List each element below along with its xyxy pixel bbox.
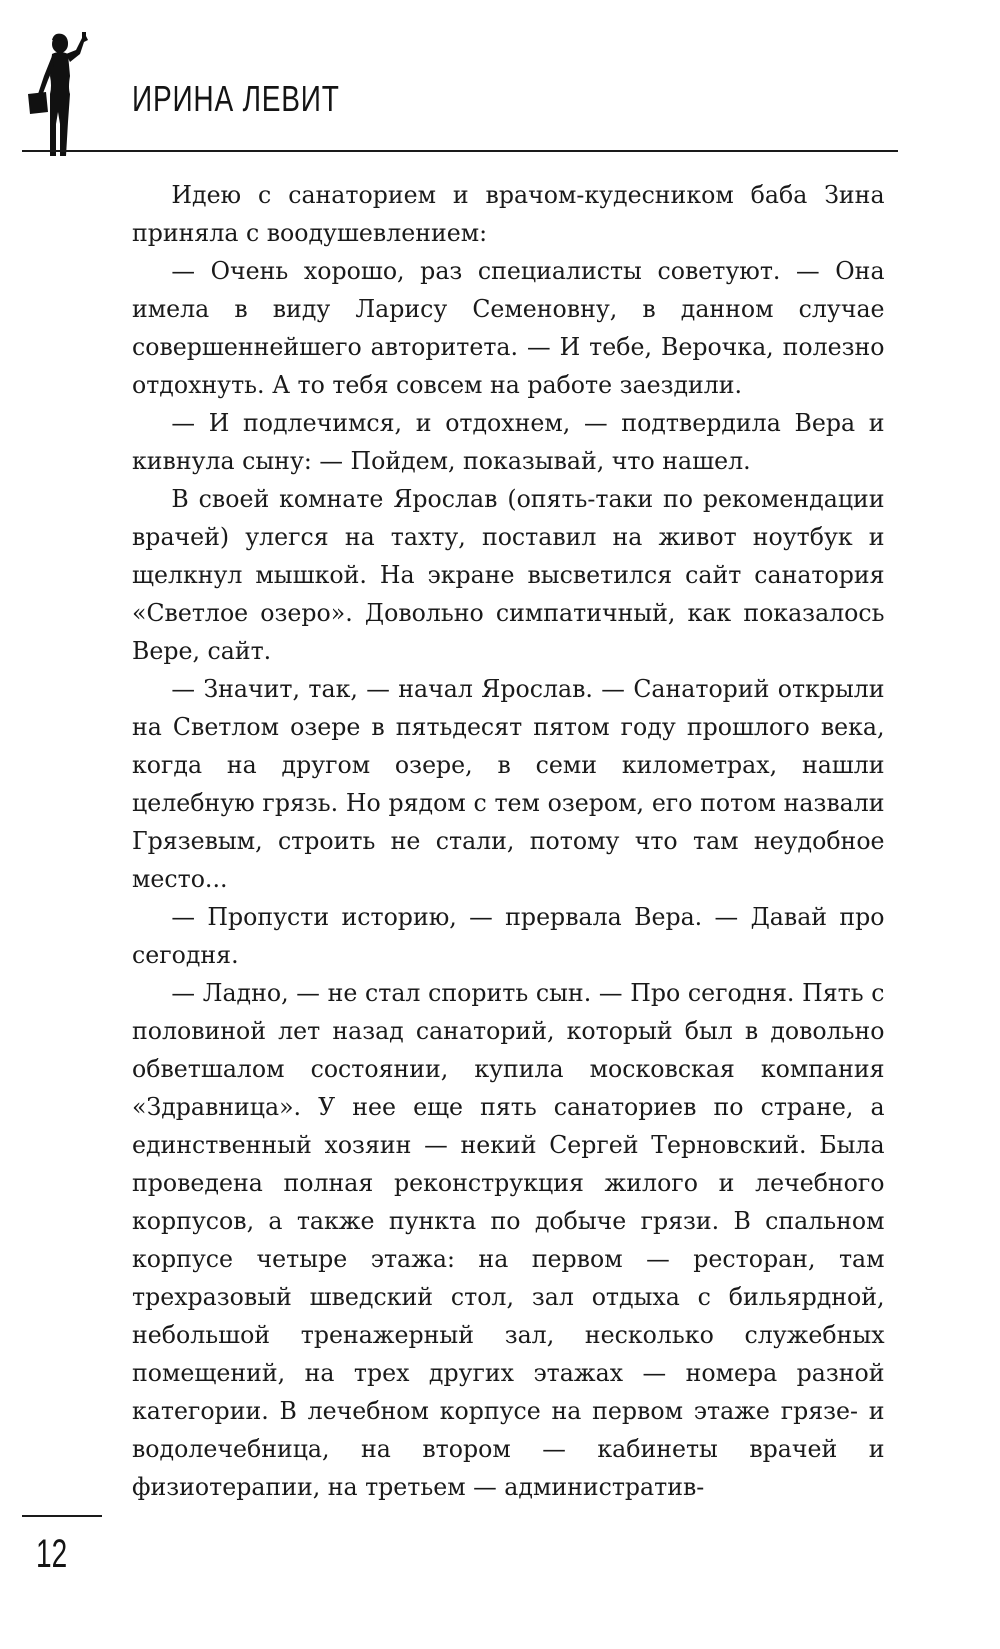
paragraph: В своей комнате Ярослав (опять-таки по рекомендации врачей) улегся на тахту, поставил на живот ноутбук и щелкнул мышкой. На экране высветился сайт санатория «Светлое озеро». Довольно симпатичный, как показалось Вере, сайт. bbox=[132, 485, 885, 665]
paragraph: Идею с санаторием и врачом-кудесником баба Зина приняла с воодушевлением: bbox=[132, 181, 885, 247]
page-header bbox=[0, 0, 1000, 160]
footer-divider bbox=[22, 1515, 102, 1517]
author-name: ИРИНА ЛЕВИТ bbox=[132, 78, 340, 119]
paragraph: — Пропусти историю, — прервала Вера. — Давай про сегодня. bbox=[132, 903, 885, 969]
woman-silhouette-with-gun-icon bbox=[24, 32, 102, 156]
body-text bbox=[132, 176, 885, 1506]
header-divider bbox=[22, 150, 898, 152]
paragraph: — Значит, так, — начал Ярослав. — Санаторий открыли на Светлом озере в пятьдесят пятом году прошлого века, когда на другом озере, в семи километрах, нашли целебную грязь. Но рядом с тем озером, его потом назвали Грязевым, строить не стали, потому что там неудобное место... bbox=[132, 675, 885, 893]
paragraph: — И подлечимся, и отдохнем, — подтвердила Вера и кивнула сыну: — Пойдем, показывай, что нашел. bbox=[132, 409, 885, 475]
paragraph: — Ладно, — не стал спорить сын. — Про сегодня. Пять с половиной лет назад санаторий, который был в довольно обветшалом состоянии, купила московская компания «Здравница». У нее еще пять санаториев по стране, а единственный хозяин — некий Сергей Терновский. Была проведена полная реконструкция жилого и лечебного корпусов, а также пункта по добыче грязи. В спальном корпусе четыре этажа: на первом — ресторан, там трехразовый шведский стол, зал отдыха с бильярдной, небольшой тренажерный зал, несколько служебных помещений, на трех других этажах — номера разной категории. В лечебном корпусе на первом этаже грязе- и водолечебница, на втором — кабинеты врачей и физиотерапии, на третьем — административ- bbox=[132, 979, 885, 1501]
paragraph: — Очень хорошо, раз специалисты советуют. — Она имела в виду Ларису Семеновну, в данном случае совершеннейшего авторитета. — И тебе, Верочка, полезно отдохнуть. А то тебя совсем на работе заездили. bbox=[132, 257, 885, 399]
page-number: 12 bbox=[36, 1532, 68, 1576]
